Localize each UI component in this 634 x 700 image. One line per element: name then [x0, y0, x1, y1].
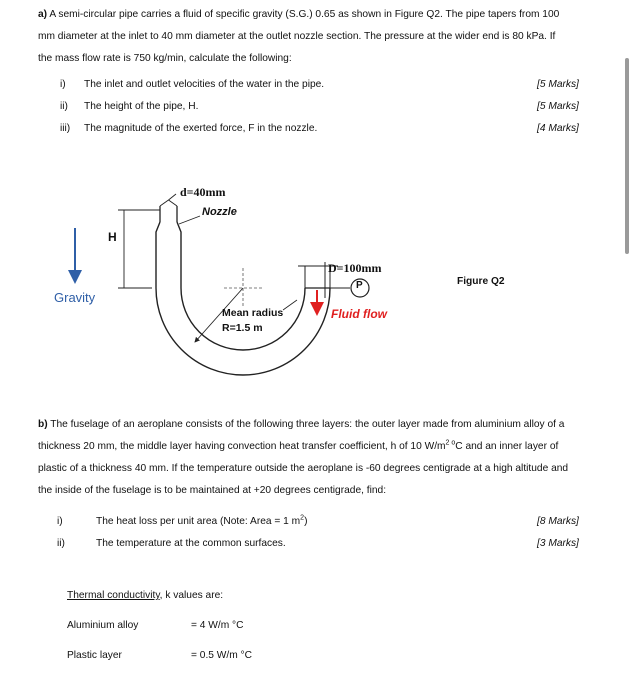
material-k-value: = 0.5 W/m °C	[191, 650, 252, 661]
radius-label-leader	[283, 300, 297, 310]
part-b-line1: The fuselage of an aeroplane consists of the following three layers: the outer layer made from aluminium alloy of a	[47, 419, 565, 430]
question-number: ii)	[60, 101, 68, 112]
question-marks: [5 Marks]	[537, 101, 579, 112]
question-number: i)	[57, 516, 63, 527]
material-k-value: = 4 W/m °C	[191, 620, 244, 631]
inlet-diameter-label: D=100mm	[328, 261, 382, 275]
vertical-scrollbar[interactable]	[625, 58, 629, 254]
gravity-label: Gravity	[54, 290, 96, 305]
d-leader	[169, 194, 177, 200]
height-label: H	[108, 230, 117, 244]
mean-radius-label: Mean radius	[222, 307, 284, 319]
question-marks: [3 Marks]	[537, 538, 579, 549]
d-leader-left	[160, 200, 169, 206]
question-marks: [5 Marks]	[537, 79, 579, 90]
question-marks: [4 Marks]	[537, 123, 579, 134]
part-b-line4: the inside of the fuselage is to be maintained at +20 degrees centigrade, find:	[38, 485, 387, 496]
nozzle-leader	[179, 216, 200, 224]
part-b-line2-sup: 2 o	[445, 439, 456, 447]
material-name: Aluminium alloy	[67, 620, 139, 631]
question-number: ii)	[57, 538, 65, 549]
question-text: The inlet and outlet velocities of the water in the pipe.	[84, 79, 325, 90]
pressure-label: P	[356, 280, 363, 291]
question-text: The magnitude of the exerted force, F in the nozzle.	[84, 123, 318, 134]
question-text: The heat loss per unit area (Note: Area = 1 $m^2$)	[96, 514, 308, 527]
part-b-line2b: C and an inner layer of	[455, 441, 559, 452]
question-text: The height of the pipe, H.	[84, 101, 199, 112]
part-a-line3: the mass flow rate is 750 kg/min, calculate the following:	[38, 53, 292, 64]
outlet-diameter-label: d=40mm	[180, 185, 226, 199]
question-text: The temperature at the common surfaces.	[96, 538, 286, 549]
part-b-line2a: thickness 20 mm, the middle layer having convection heat transfer coefficient, h of 10 W/m	[38, 441, 446, 452]
part-a-label: a)	[38, 9, 48, 20]
nozzle-label: Nozzle	[202, 206, 237, 218]
part-a-line1: A semi-circular pipe carries a fluid of specific gravity (S.G.) 0.65 as shown in Figure Q2. The pipe tapers from 100	[47, 9, 560, 20]
conductivity-heading: Thermal conductivity, k values are:	[67, 590, 224, 601]
question-number: iii)	[60, 123, 71, 134]
part-b-line3: plastic of a thickness 40 mm. If the temperature outside the aeroplane is -60 degrees centigrade at a high altitude and	[38, 463, 569, 474]
part-a-line2: mm diameter at the inlet to 40 mm diameter at the outlet nozzle section. The pressure at the wider end is 80 kPa. If	[38, 31, 556, 42]
figure-caption: Figure Q2	[457, 276, 505, 287]
part-b-label: b)	[38, 419, 48, 430]
question-number: i)	[60, 79, 66, 90]
material-name: Plastic layer	[67, 650, 122, 661]
fluid-flow-label: Fluid flow	[331, 307, 387, 321]
question-marks: [8 Marks]	[537, 516, 579, 527]
part-b-intro	[38, 414, 608, 502]
figure-q2-diagram	[0, 170, 634, 380]
part-a-intro	[38, 4, 608, 70]
radius-value-label: R=1.5 m	[222, 322, 263, 334]
d-leader-right	[169, 200, 178, 206]
